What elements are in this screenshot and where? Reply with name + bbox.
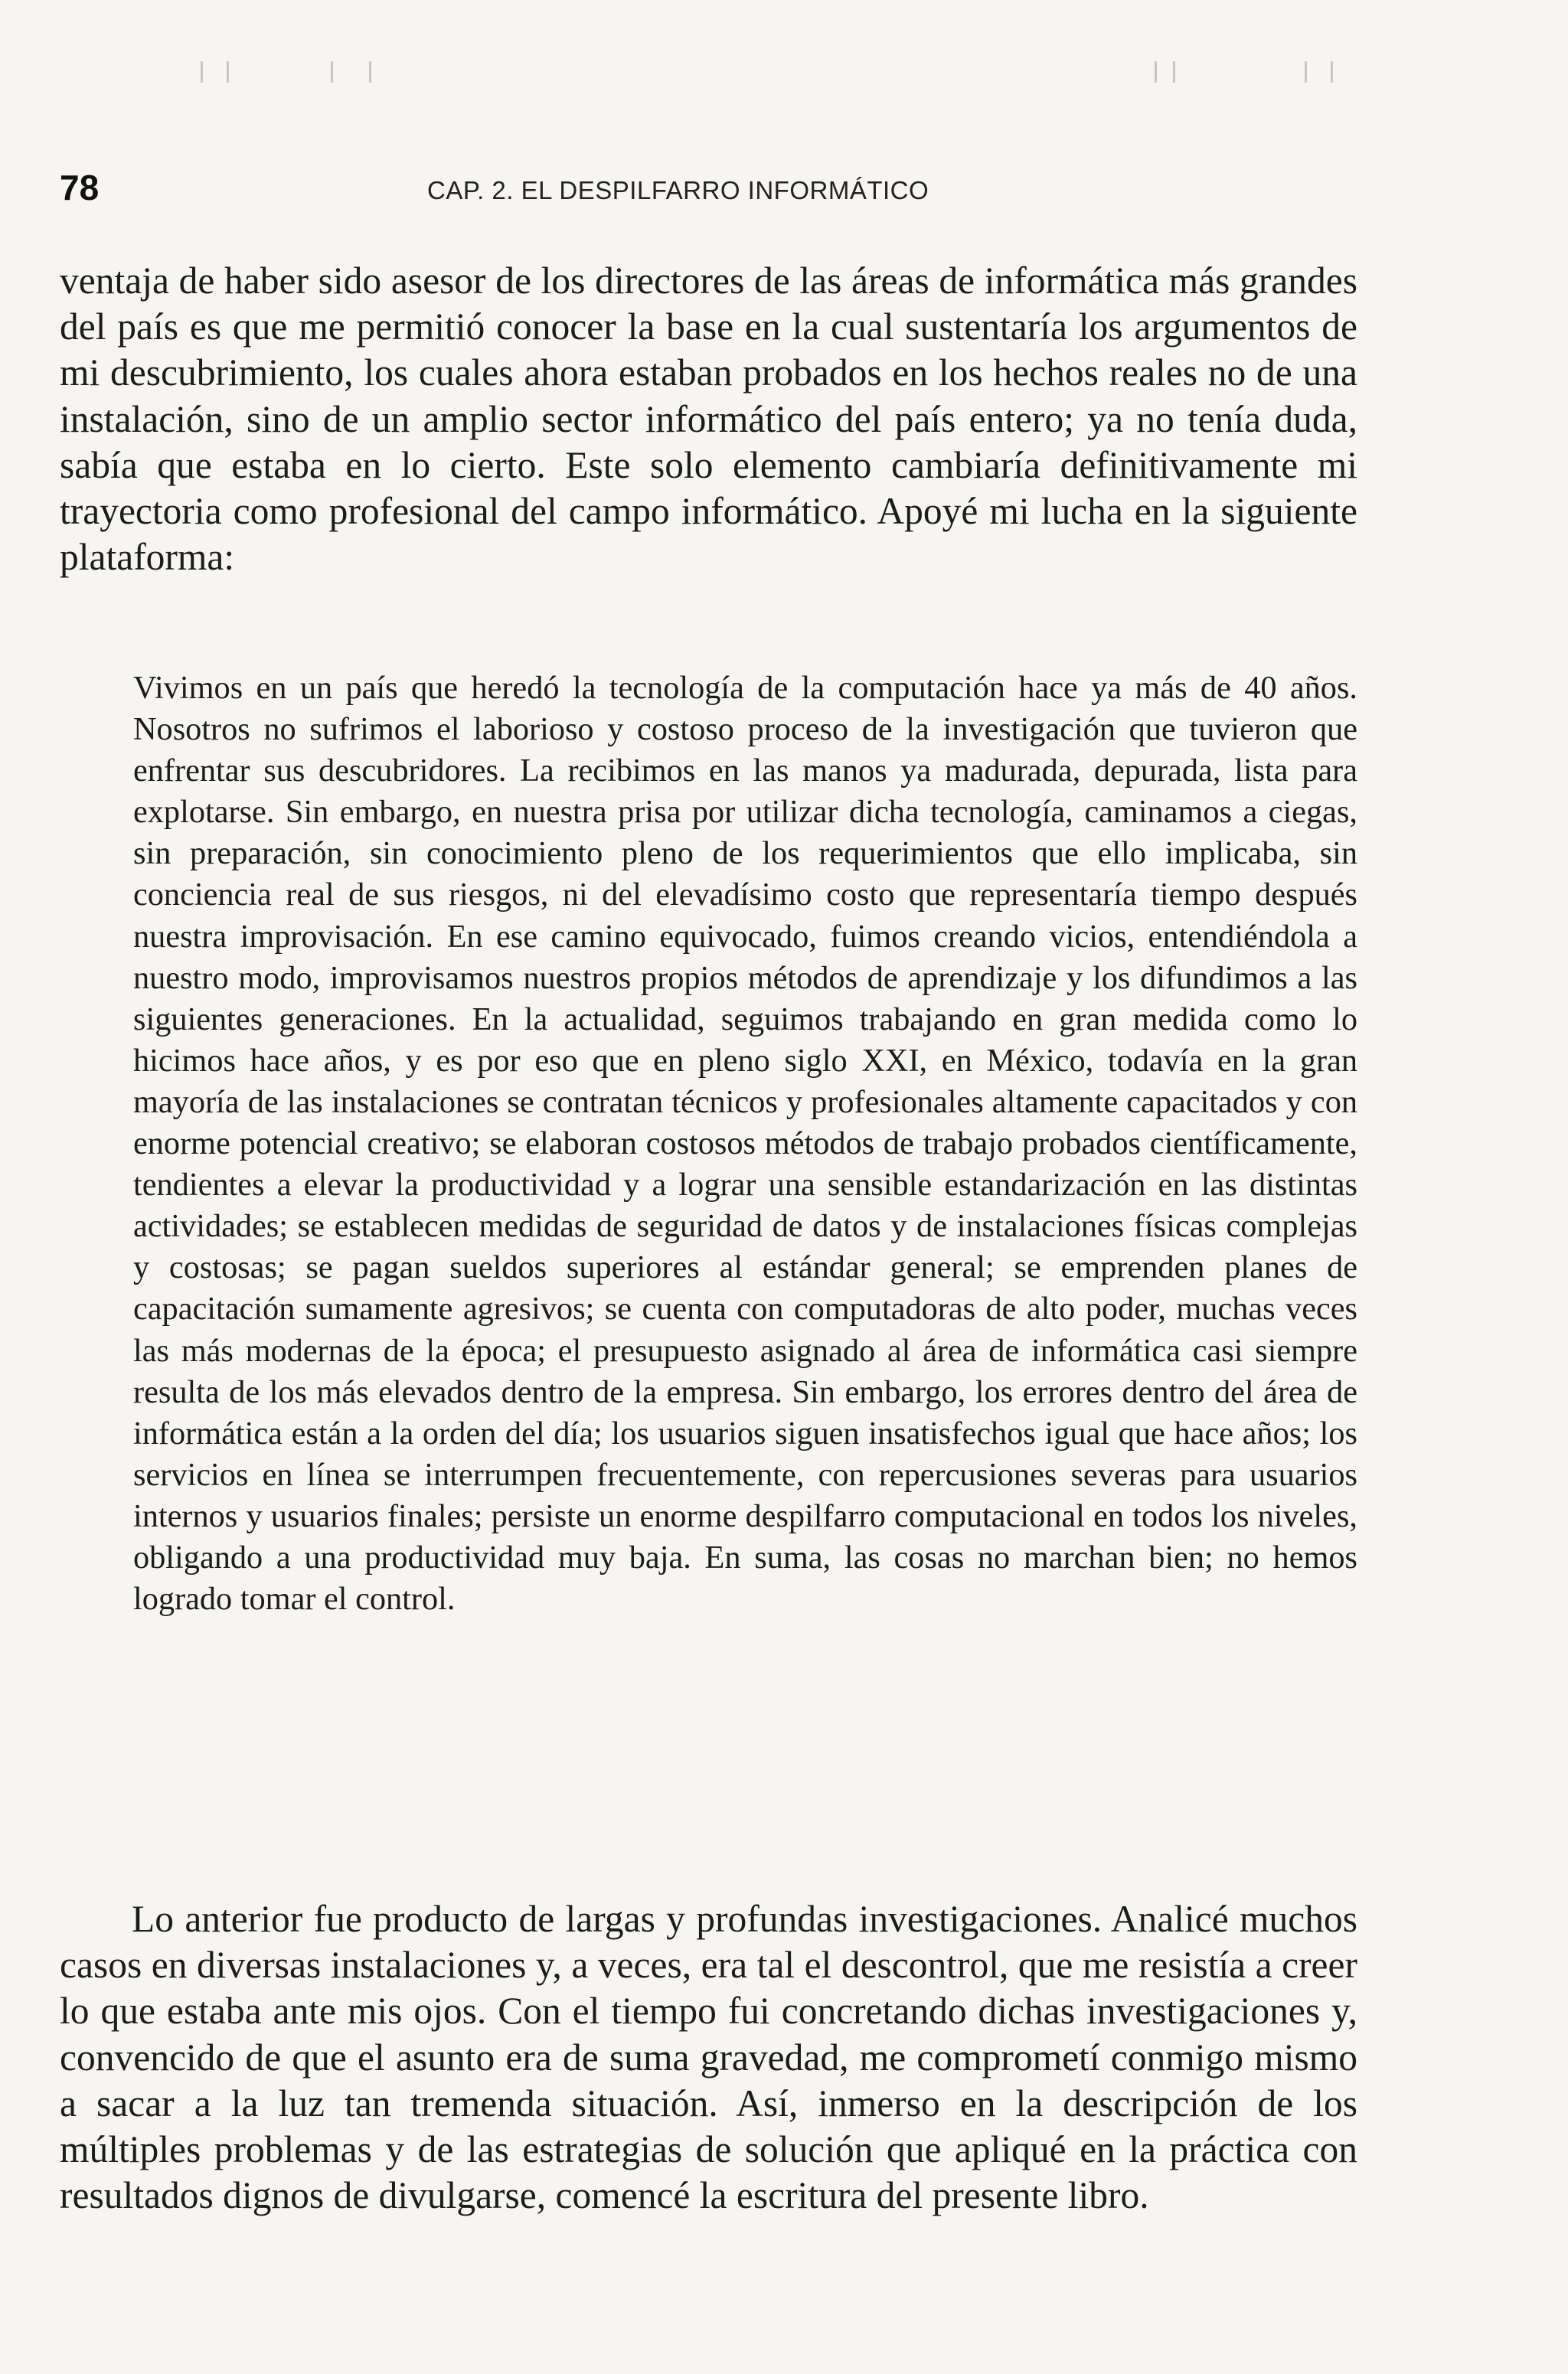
body-paragraph-2: Lo anterior fue producto de largas y profundas investigaciones. Analicé muchos casos en diversas instalaciones y, a veces, era tal el descontrol, que me resistía a creer lo que estaba ante mis ojos. Con el tiempo fui concretando dichas investigaciones y, convencido de que el asunto era de suma gravedad, me comprometí conmigo mismo a sacar a la luz tan tremenda situación. Así, inmerso en la descripción de los múltiples problemas y de las estrategias de solución que apliqué en la práctica con resultados dignos de divulgarse, comencé la escritura del presente libro.: [60, 1898, 1357, 2217]
page-header: [60, 167, 1361, 220]
page-number: 78: [60, 168, 100, 207]
running-head: CAP. 2. EL DESPILFARRO INFORMÁTICO: [427, 176, 929, 204]
block-quote: Vivimos en un país que heredó la tecnología de la computación hace ya más de 40 años. Nosotros no sufrimos el laborioso y costoso proceso de la investigación que tuvieron que enfrentar sus descubridores. La recibimos en las manos ya madurada, depurada, lista para explotarse. Sin embargo, en nuestra prisa por utilizar dicha tecnología, caminamos a ciegas, sin preparación, sin conocimiento pleno de los requerimientos que ello implicaba, sin conciencia real de sus riesgos, ni del elevadísimo costo que representaría tiempo después nuestra improvisación. En ese camino equivocado, fuimos creando vicios, entendiéndola a nuestro modo, improvisamos nuestros propios métodos de aprendizaje y los difundimos a las siguientes generaciones. En la actualidad, seguimos trabajando en gran medida como lo hicimos hace años, y es por eso que en pleno siglo XXI, en México, todavía en la gran mayoría de las instalaciones se contratan técnicos y profesionales altamente capacitados y con enorme potencial creativo; se elaboran costosos métodos de trabajo probados científicamente, tendientes a elevar la productividad y a lograr una sensible estandarización en las distintas actividades; se establecen medidas de seguridad de datos y de instalaciones físicas complejas y costosas; se pagan sueldos superiores al estándar general; se emprenden planes de capacitación sumamente agresivos; se cuenta con computadoras de alto poder, muchas veces las más modernas de la época; el presupuesto asignado al área de informática casi siempre resulta de los más elevados dentro de la empresa. Sin embargo, los errores dentro del área de informática están a la orden del día; los usuarios siguen insatisfechos igual que hace años; los servicios en línea se interrumpen frecuentemente, con repercusiones severas para usuarios internos y usuarios finales; persiste un enorme despilfarro computacional en todos los niveles, obligando a una productividad muy baja. En suma, las cosas no marchan bien; no hemos logrado tomar el control.: [133, 670, 1357, 1618]
body-paragraph-1: ventaja de haber sido asesor de los directores de las áreas de informática más grandes del país es que me permitió conocer la base en la cual sustentaría los argumentos de mi descubrimiento, los cuales ahora estaban probados en los hechos reales no de una instalación, sino de un amplio sector informático del país entero; ya no tenía duda, sabía que estaba en lo cierto. Este solo elemento cambiaría definitivamente mi trayectoria como profesional del campo informático. Apoyé mi lucha en la siguiente plataforma:: [60, 260, 1357, 579]
